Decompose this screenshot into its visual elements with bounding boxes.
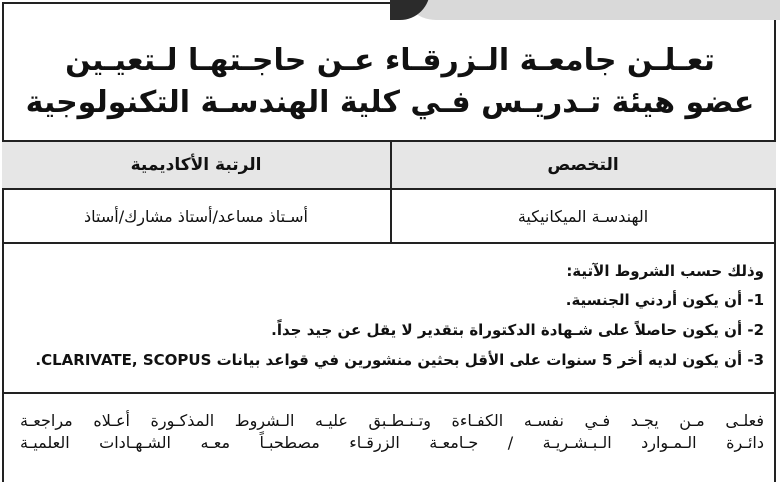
academic-rank-cell: أسـتاذ مساعد/أستاذ مشارك/أستاذ [84, 206, 308, 226]
section-divider [2, 392, 776, 394]
positions-table [2, 140, 776, 244]
title-line-2: عضو هيئة تـدريـس فـي كلية الهندسـة التكنولوجية [25, 85, 755, 120]
closing-line-1: فعلـى مـن يجـد فـي نفسـه الكفـاءة وتـنـطـبق عليـه الـشروط المذكـورة أعـلاه مراجعـة [20, 411, 764, 430]
condition-item: 1- أن يكون أردني الجنسية. [565, 291, 764, 309]
conditions-section [20, 262, 764, 380]
academic-rank-header: الرتبة الأكاديمية [2, 142, 390, 190]
specialization-header: التخصص [390, 142, 776, 190]
academic-rank-column [2, 142, 390, 242]
closing-paragraph [20, 410, 764, 454]
specialization-cell: الهندسـة الميكانيكية [517, 206, 649, 226]
specialization-column [390, 142, 776, 242]
conditions-intro: وذلك حسب الشروط الآتية: [566, 262, 764, 280]
column-divider [390, 142, 392, 242]
condition-item: 2- أن يكون حاصلاً على شـهادة الدكتوراة بتقدير لا يقل عن جيد جداً. [271, 321, 764, 339]
ad-title [10, 40, 770, 124]
closing-line-2: دائـرة الـمـوارد الـبـشـريـة / جـامعـة الزرقـاء مصطحبـاً معـه الشـهـادات العلميـة [20, 433, 764, 452]
condition-item: 3- أن يكون لديه أخر 5 سنوات على الأقل بحثين منشورين في قواعد بيانات CLARIVATE, SCOPUS. [35, 351, 764, 369]
top-decorative-tab [400, 0, 780, 20]
title-line-1: تعـلـن جامعـة الـزرقـاء عـن حاجـتهـا لـتعيـين [65, 43, 715, 78]
